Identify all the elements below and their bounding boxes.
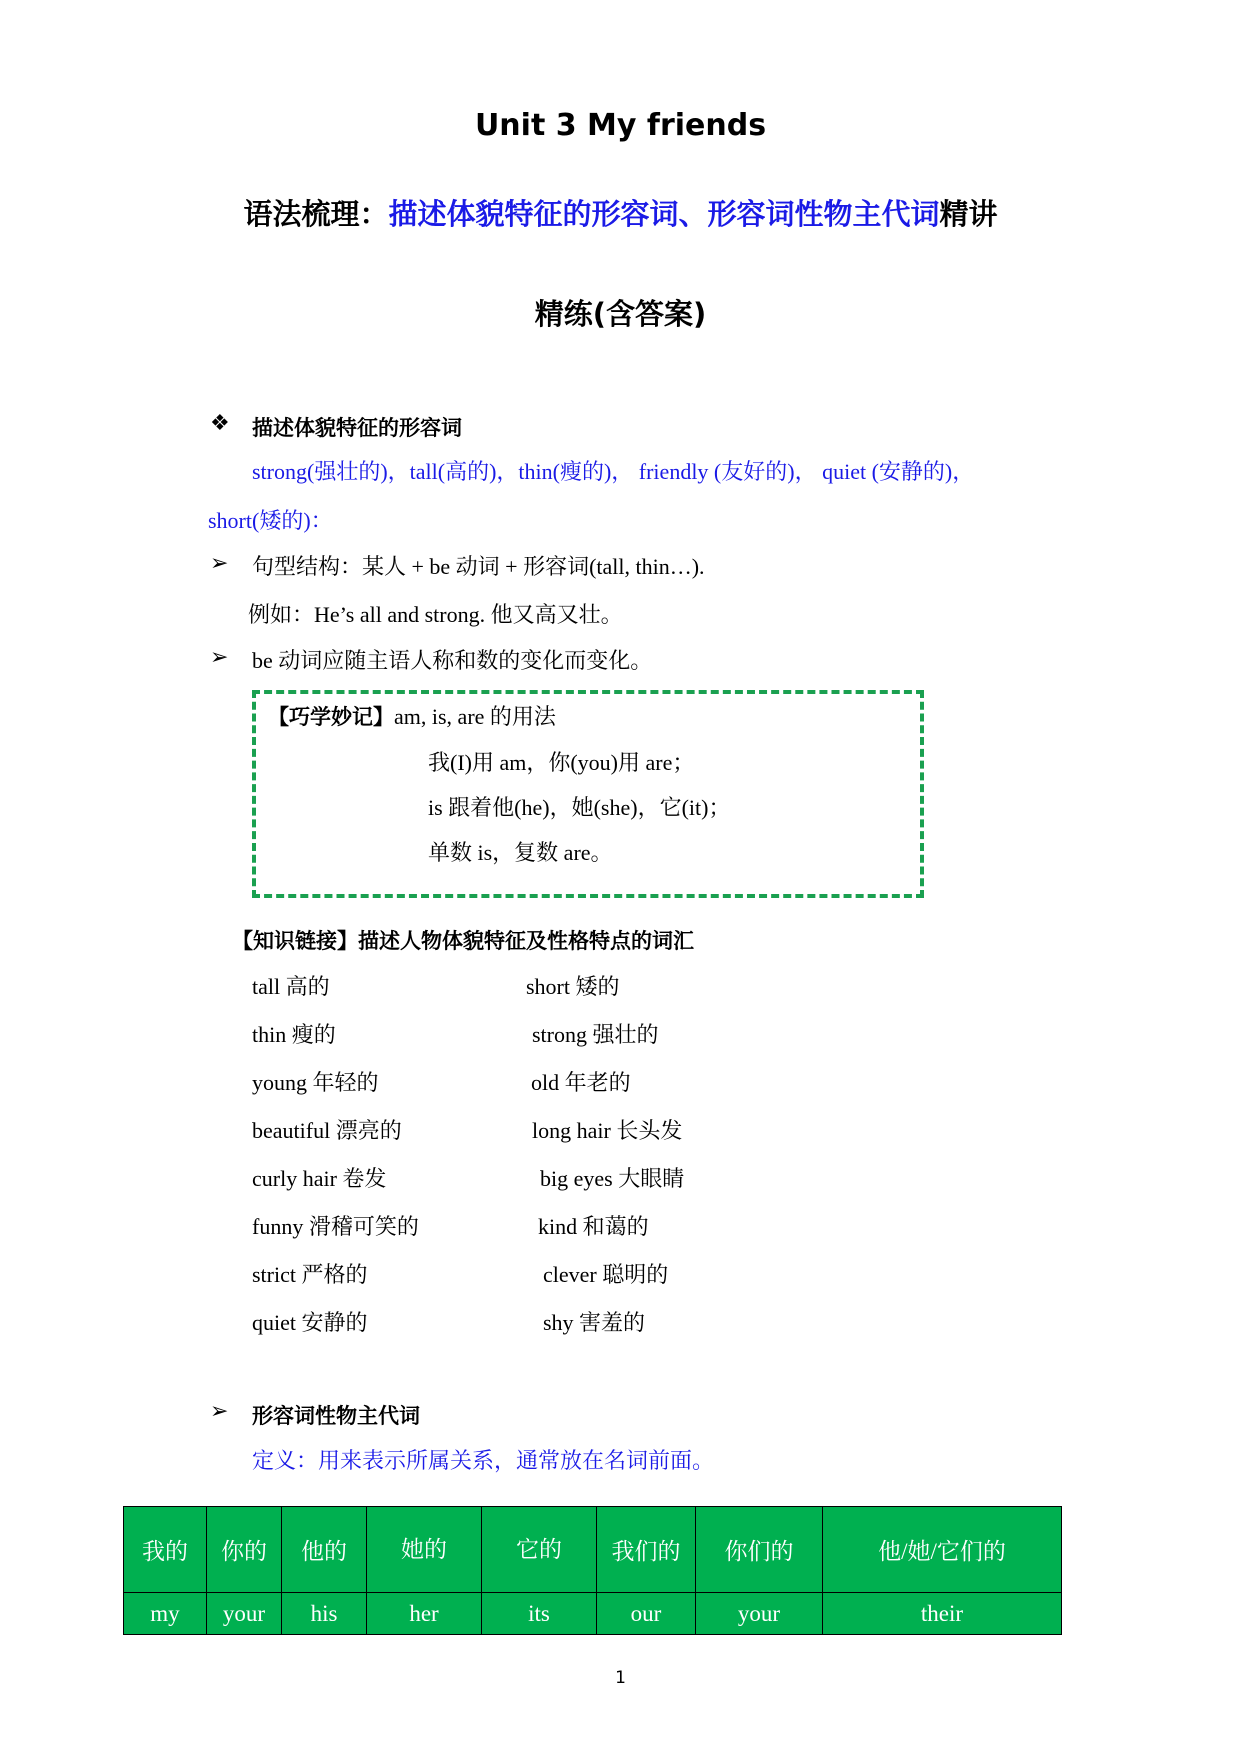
vocab-item: clever 聪明的	[543, 1262, 669, 1287]
vocab-item: curly hair 卷发	[252, 1166, 387, 1191]
vocab-item: funny 滑稽可笑的	[252, 1214, 419, 1239]
tip-box-label-suffix: am, is, are 的用法	[394, 704, 556, 729]
page-number: 1	[615, 1668, 626, 1688]
vocab-item: tall 高的	[252, 974, 330, 999]
section1-heading: 描述体貌特征的形容词	[252, 416, 462, 440]
tip-box-label: 【巧学妙记】	[268, 705, 394, 729]
subtitle	[0, 192, 1241, 233]
section1-examples-line2: short(矮的)：	[208, 508, 333, 533]
tip-box-title	[268, 700, 556, 731]
table-cell: her	[367, 1593, 482, 1635]
table-cell: 我们的	[597, 1507, 696, 1593]
pronoun-table	[123, 1506, 1062, 1635]
subtitle-suffix: 精讲	[939, 197, 998, 231]
tip-line: 单数 is，复数 are。	[428, 840, 613, 865]
table-row	[124, 1593, 1062, 1635]
section2-heading: 形容词性物主代词	[252, 1404, 420, 1428]
be-verb-rule: be 动词应随主语人称和数的变化而变化。	[252, 648, 653, 673]
example-sentence: 例如：He’s all and strong. 他又高又壮。	[248, 602, 623, 627]
table-cell: 你们的	[696, 1507, 823, 1593]
vocab-item: strict 严格的	[252, 1262, 368, 1287]
vocab-item: thin 瘦的	[252, 1022, 336, 1047]
vocab-item: short 矮的	[526, 974, 620, 999]
table-cell: 你的	[207, 1507, 282, 1593]
table-cell: our	[597, 1593, 696, 1635]
vocab-item: kind 和蔼的	[538, 1214, 649, 1239]
table-cell: their	[823, 1593, 1062, 1635]
table-cell: 她的	[367, 1507, 482, 1593]
table-cell: my	[124, 1593, 207, 1635]
vocab-item: big eyes 大眼睛	[540, 1166, 685, 1191]
vocab-item: strong 强壮的	[532, 1022, 659, 1047]
table-cell: your	[207, 1593, 282, 1635]
table-cell: 他的	[282, 1507, 367, 1593]
vocab-item: long hair 长头发	[532, 1118, 683, 1143]
vocab-item: shy 害羞的	[543, 1310, 646, 1335]
table-cell: his	[282, 1593, 367, 1635]
table-cell: 他/她/它们的	[823, 1507, 1062, 1593]
section2-definition: 定义：用来表示所属关系，通常放在名词前面。	[252, 1448, 715, 1473]
subtitle-highlight: 描述体貌特征的形容词、形容词性物主代词	[388, 197, 940, 231]
table-row	[124, 1507, 1062, 1593]
tip-line: 我(I)用 am，你(you)用 are；	[428, 750, 695, 775]
page-title: Unit 3 My friends	[474, 108, 767, 143]
vocab-item: quiet 安静的	[252, 1310, 368, 1335]
table-cell: your	[696, 1593, 823, 1635]
knowledge-heading: 【知识链接】描述人物体貌特征及性格特点的词汇	[232, 929, 694, 953]
arrow-bullet-icon: ➢	[210, 1398, 229, 1423]
subtitle-prefix: 语法梳理：	[243, 197, 389, 231]
vocab-item: beautiful 漂亮的	[252, 1118, 402, 1143]
arrow-bullet-icon: ➢	[210, 550, 229, 575]
vocab-item: young 年轻的	[252, 1070, 379, 1095]
arrow-bullet-icon: ➢	[210, 644, 229, 669]
section1-examples-line1: strong(强壮的)，tall(高的)，thin(瘦的)， friendly (友好的)， quiet (安静的)，	[252, 459, 975, 484]
tip-line: is 跟着他(he)，她(she)，它(it)；	[428, 795, 731, 820]
table-cell: its	[482, 1593, 597, 1635]
table-cell: 它的	[482, 1507, 597, 1593]
sentence-pattern: 句型结构：某人 + be 动词 + 形容词(tall, thin…).	[252, 554, 705, 579]
vocab-item: old 年老的	[531, 1070, 631, 1095]
subtitle-line2: 精练(含答案)	[534, 297, 707, 331]
table-cell: 我的	[124, 1507, 207, 1593]
diamond-bullet-icon: ❖	[210, 410, 230, 435]
